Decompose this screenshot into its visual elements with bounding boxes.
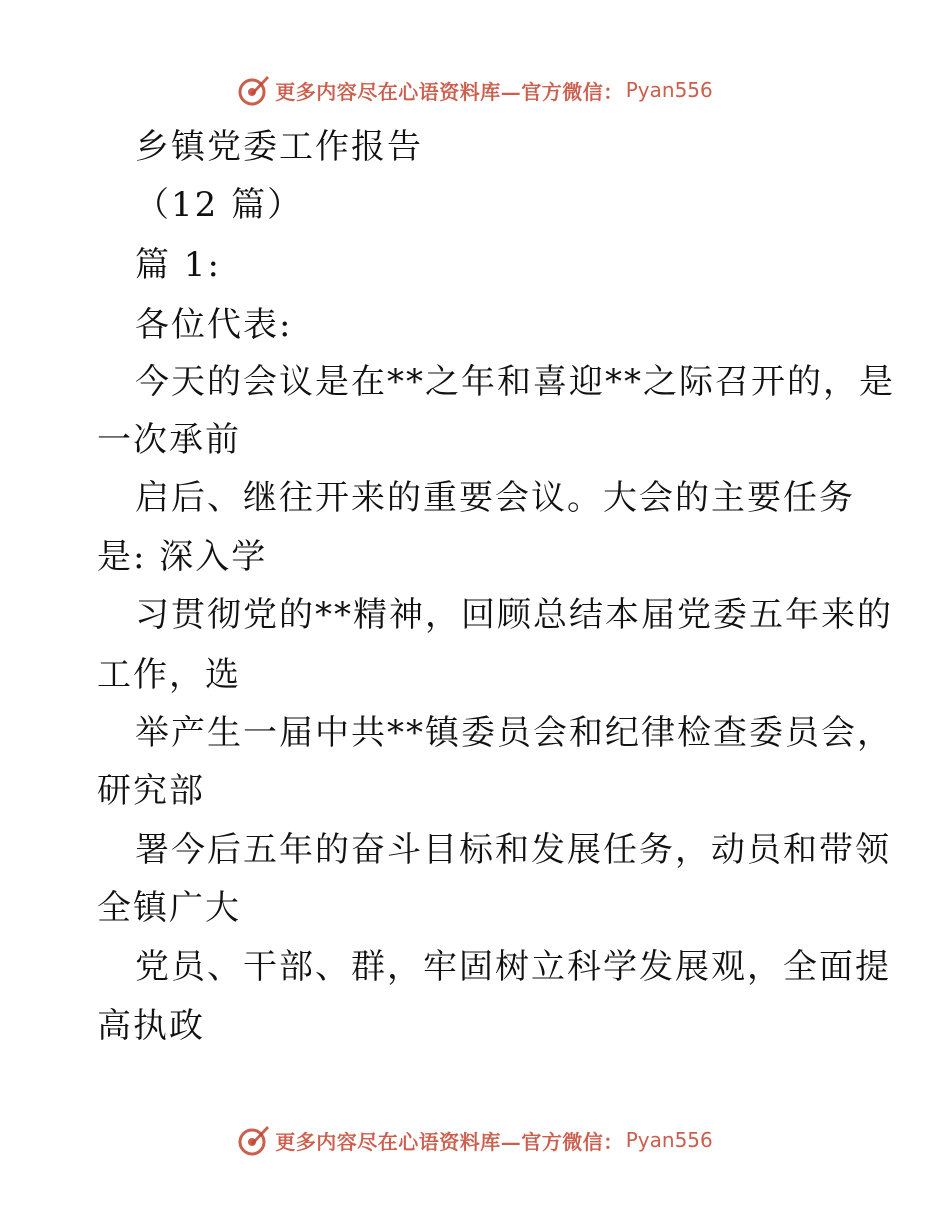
watermark-wechat-id: Pyan556 bbox=[625, 78, 713, 102]
paragraph-line: 署今后五年的奋斗目标和发展任务，动员和带领 bbox=[135, 830, 891, 870]
footer-watermark-banner bbox=[0, 1120, 950, 1160]
document-title: 乡镇党委工作报告 bbox=[135, 127, 423, 167]
paragraph-line: 习贯彻党的**精神，回顾总结本届党委五年来的 bbox=[135, 595, 893, 635]
paragraph-line: 研究部 bbox=[97, 771, 205, 811]
pen-logo-icon bbox=[237, 1123, 271, 1157]
paragraph-line: 举产生一届中共**镇委员会和纪律检查委员会， bbox=[135, 713, 893, 753]
paragraph-line: 高执政 bbox=[97, 1006, 205, 1046]
paragraph-line: 是: 深入学 bbox=[97, 537, 268, 577]
watermark-text: 更多内容尽在心语资料库—官方微信： bbox=[275, 79, 624, 104]
paragraph-line: 启后、继往开来的重要会议。大会的主要任务 bbox=[135, 478, 855, 518]
watermark-wechat-id: Pyan556 bbox=[625, 1128, 713, 1152]
salutation: 各位代表: bbox=[135, 305, 293, 345]
paragraph-line: 今天的会议是在**之年和喜迎**之际召开的，是 bbox=[135, 362, 895, 402]
section-heading: 篇 1: bbox=[135, 245, 221, 285]
paragraph-line: 全镇广大 bbox=[97, 888, 241, 928]
watermark-text: 更多内容尽在心语资料库—官方微信： bbox=[275, 1129, 624, 1154]
paragraph-line: 工作，选 bbox=[97, 655, 241, 695]
paragraph-line: 党员、干部、群，牢固树立科学发展观，全面提 bbox=[135, 947, 891, 987]
document-subtitle: （12 篇） bbox=[135, 185, 304, 225]
paragraph-line: 一次承前 bbox=[97, 420, 241, 460]
